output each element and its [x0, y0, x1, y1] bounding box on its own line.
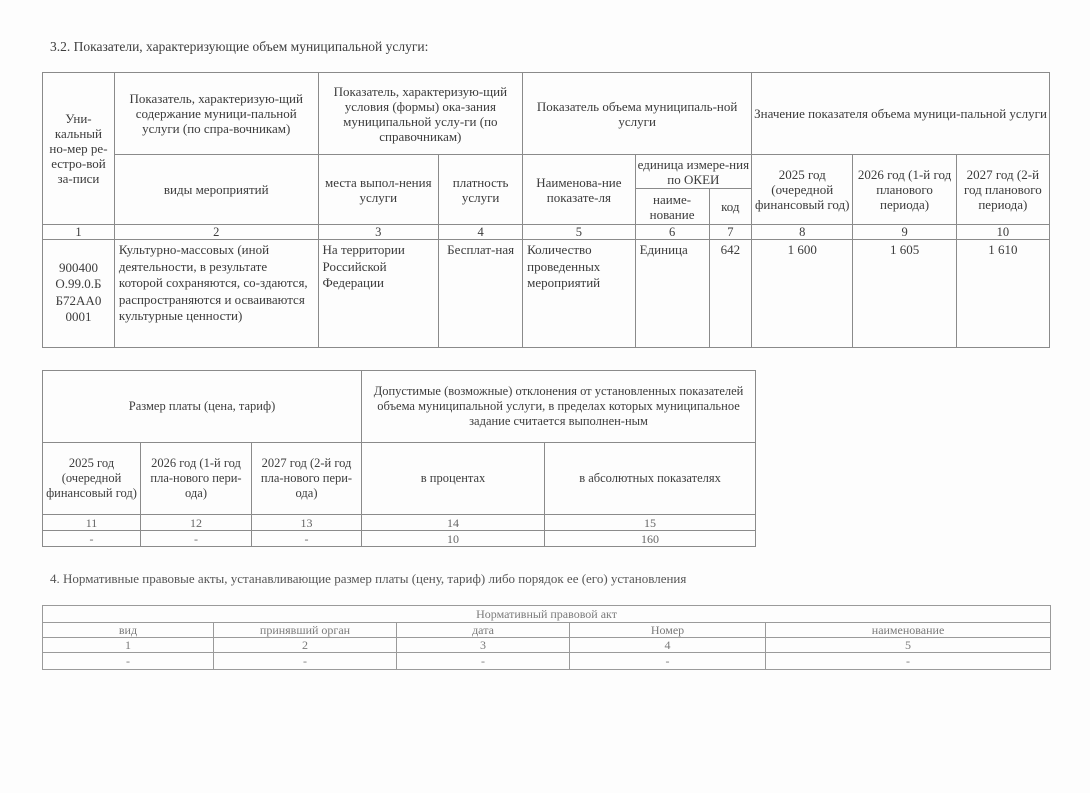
section-3-2-title: 3.2. Показатели, характеризующие объем муниципальной услуги:: [50, 39, 429, 54]
act-date: -: [397, 653, 570, 670]
column-number: 4: [570, 638, 766, 653]
column-number: 14: [362, 515, 545, 531]
header-year-2026: 2026 год (1-й год планового периода): [853, 155, 956, 225]
header-issuing-body: принявший орган: [214, 623, 397, 638]
legal-acts-table: [42, 605, 1051, 670]
header-year-2027: 2027 год (2-й год планового периода): [956, 155, 1049, 225]
fee-2025: -: [43, 531, 141, 547]
header-event-types: виды мероприятий: [114, 155, 318, 225]
table-row: [43, 653, 1051, 670]
deviation-percent: 10: [362, 531, 545, 547]
section-4-title: 4. Нормативные правовые акты, устанавливающие размер платы (цену, тариф) либо порядок ее (его) установления: [50, 571, 687, 586]
column-number: 12: [141, 515, 252, 531]
column-number: 11: [43, 515, 141, 531]
value-2025: 1 600: [752, 240, 853, 348]
header-fee-2027: 2027 год (2-й год пла-нового пери-ода): [252, 443, 362, 515]
value-2026: 1 605: [853, 240, 956, 348]
service-place: На территории Российской Федерации: [318, 240, 439, 348]
column-number: 15: [545, 515, 756, 531]
event-types: Культурно-массовых (иной деятельности, в результате которой сохраняются, со-здаются, распространяются и осваиваются культурные ценности): [114, 240, 318, 348]
column-number: 3: [318, 225, 439, 240]
column-number: 2: [114, 225, 318, 240]
header-legal-act: Нормативный правовой акт: [43, 606, 1051, 623]
header-volume-value: Значение показателя объема муници-пальной услуги: [752, 73, 1050, 155]
header-volume-indicator: Показатель объема муниципаль-ной услуги: [523, 73, 752, 155]
header-allowed-deviation: Допустимые (возможные) отклонения от установленных показателей объема муниципальной услуги, в пределах которых муниципальное задание считается выполнен-ным: [362, 371, 756, 443]
table-row: [43, 240, 1050, 348]
column-number: 5: [766, 638, 1051, 653]
column-number: 5: [523, 225, 635, 240]
act-number: -: [570, 653, 766, 670]
column-number: 4: [439, 225, 523, 240]
header-payment: платность услуги: [439, 155, 523, 225]
payment: Бесплат-ная: [439, 240, 523, 348]
fee-2026: -: [141, 531, 252, 547]
header-act-number: Номер: [570, 623, 766, 638]
header-okei-unit: единица измере-ния по ОКЕИ: [635, 155, 752, 189]
deviation-absolute: 160: [545, 531, 756, 547]
header-service-place: места выпол-нения услуги: [318, 155, 439, 225]
indicator-name: Количество проведенных мероприятий: [523, 240, 635, 348]
header-act-date: дата: [397, 623, 570, 638]
header-fee: Размер платы (цена, тариф): [43, 371, 362, 443]
fee-2027: -: [252, 531, 362, 547]
table-row: [43, 531, 756, 547]
header-absolute: в абсолютных показателях: [545, 443, 756, 515]
column-number: 10: [956, 225, 1049, 240]
header-unit-name: наиме-нование: [635, 189, 709, 225]
issuing-body: -: [214, 653, 397, 670]
header-unit-code: код: [709, 189, 752, 225]
header-indicator-name: Наименова-ние показате-ля: [523, 155, 635, 225]
column-number: 1: [43, 225, 115, 240]
column-number: 1: [43, 638, 214, 653]
header-act-name: наименование: [766, 623, 1051, 638]
value-2027: 1 610: [956, 240, 1049, 348]
volume-indicators-table: [42, 72, 1050, 348]
column-number: 6: [635, 225, 709, 240]
header-percent: в процентах: [362, 443, 545, 515]
column-number: 7: [709, 225, 752, 240]
fee-deviation-table: [42, 370, 756, 547]
act-name: -: [766, 653, 1051, 670]
header-fee-2026: 2026 год (1-й год пла-нового пери-ода): [141, 443, 252, 515]
header-year-2025: 2025 год (очередной финансовый год): [752, 155, 853, 225]
act-type: -: [43, 653, 214, 670]
header-conditions-indicator: Показатель, характеризую-щий условия (формы) ока-зания муниципальной услу-ги (по справочникам): [318, 73, 523, 155]
unit-name: Единица: [635, 240, 709, 348]
column-number: 3: [397, 638, 570, 653]
registry-number: 900400 О.99.0.Б Б72АА0 0001: [43, 240, 115, 348]
column-number: 2: [214, 638, 397, 653]
column-number: 9: [853, 225, 956, 240]
header-fee-2025: 2025 год (очередной финансовый год): [43, 443, 141, 515]
column-number: 13: [252, 515, 362, 531]
header-act-type: вид: [43, 623, 214, 638]
header-registry-number: Уни-кальный но-мер ре-естро-вой за-писи: [43, 73, 115, 225]
header-content-indicator: Показатель, характеризую-щий содержание муници-пальной услуги (по спра-вочникам): [114, 73, 318, 155]
unit-code: 642: [709, 240, 752, 348]
column-number: 8: [752, 225, 853, 240]
